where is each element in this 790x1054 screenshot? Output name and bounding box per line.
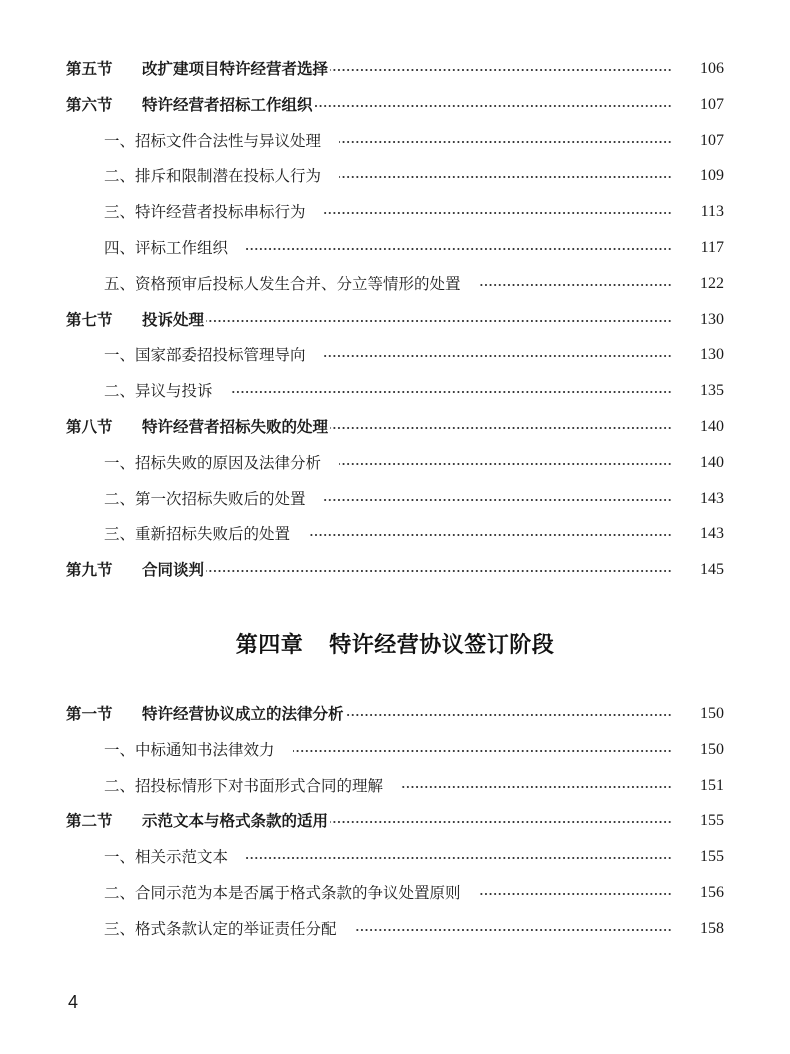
toc-entry-title [104,738,275,762]
dot-leader [339,462,672,466]
dot-leader [206,319,672,323]
dot-leader [324,211,672,215]
entry-title-text: 二、排斥和限制潜在投标人行为 [104,167,322,186]
toc-entry-title [66,558,204,582]
dot-leader [339,175,672,179]
toc-entry-title [104,200,306,224]
toc-section-row[interactable] [0,809,790,833]
dot-leader [330,426,672,430]
dot-leader [330,820,672,824]
dot-leader [330,68,672,72]
entry-title-text: 一、招标文件合法性与异议处理 [104,131,322,150]
entry-title-text: 二、招投标情形下对书面形式合同的理解 [104,776,384,795]
dot-leader [401,785,672,789]
toc-item-row[interactable] [0,487,790,511]
dot-leader [346,713,672,717]
dot-leader [206,569,672,573]
dot-leader [293,749,672,753]
section-label: 第一节 [66,705,113,723]
toc-entry-title [66,93,313,117]
toc-item-row[interactable] [0,200,790,224]
page-ref-number: 106 [700,60,724,77]
page-ref-number: 143 [700,489,724,507]
dot-leader [324,354,672,358]
entry-title-text: 四、评标工作组织 [104,239,229,257]
entry-title-text: 二、第一次招标失败后的处置 [104,489,306,508]
page-ref-number: 107 [700,95,724,113]
page-ref-number: 107 [700,131,724,149]
chapter-title-text: 特许经营协议签订阶段 [329,633,555,658]
toc-entry-title [104,845,228,869]
toc-entry-title [66,415,328,439]
toc-entry-title [66,809,328,833]
page-ref-number: 156 [700,884,724,901]
toc-entry-title [104,774,383,798]
toc-item-row[interactable] [0,845,790,869]
entry-title-text: 投诉处理 [142,310,205,329]
page-ref-number: 140 [700,418,724,435]
dot-leader [246,856,672,860]
dot-leader [479,892,672,896]
section-label: 第二节 [66,812,113,831]
toc-entry-title [104,129,321,153]
toc-item-row[interactable] [0,236,790,260]
entry-title-text: 合同谈判 [142,561,205,580]
dot-leader [355,928,672,932]
chapter-heading [0,630,790,662]
entry-title-text: 二、合同示范为本是否属于格式条款的争议处置原则 [104,884,461,902]
dot-leader [246,247,672,251]
entry-title-text: 三、特许经营者投标串标行为 [104,203,306,222]
toc-item-row[interactable] [0,881,790,905]
entry-title-text: 一、中标通知书法律效力 [104,740,275,759]
section-label: 第七节 [66,310,113,329]
section-label: 第九节 [66,561,113,580]
entry-title-text: 示范文本与格式条款的适用 [142,812,329,831]
dot-leader [231,390,672,394]
page-ref-number: 150 [700,740,724,758]
entry-title-text: 三、重新招标失败后的处置 [104,525,291,544]
dot-leader [479,283,672,287]
page-ref-number: 155 [700,812,724,830]
entry-title-text: 五、资格预审后投标人发生合并、分立等情形的处置 [104,274,461,293]
toc-item-row[interactable] [0,451,790,475]
toc-item-row[interactable] [0,774,790,798]
section-label: 第六节 [66,95,113,114]
toc-entry-title [104,272,461,296]
section-label: 第八节 [66,418,113,436]
toc-entry-title [104,164,321,188]
page-ref-number: 145 [700,561,724,579]
toc-entry-title [104,343,306,367]
entry-title-text: 特许经营协议成立的法律分析 [142,705,344,723]
toc-section-row[interactable] [0,415,790,439]
toc-item-row[interactable] [0,164,790,188]
page-ref-number: 143 [700,525,724,543]
entry-title-text: 特许经营者招标失败的处理 [142,418,329,436]
dot-leader [308,533,672,537]
dot-leader [324,498,672,502]
toc-entry-title [66,702,344,726]
toc-entry-title [104,451,321,475]
toc-item-row[interactable] [0,129,790,153]
page-ref-number: 158 [700,919,724,937]
entry-title-text: 一、相关示范文本 [104,848,229,867]
page-ref-number: 151 [700,776,724,794]
page-ref-number: 150 [700,705,724,722]
page-ref-number: 113 [700,203,724,221]
page-ref-number: 155 [700,848,724,866]
toc-entry-title [104,522,290,546]
toc-entry-title [104,487,306,511]
entry-title-text: 三、格式条款认定的举证责任分配 [104,919,337,938]
page-ref-number: 117 [700,239,724,256]
page-ref-number: 109 [700,167,724,185]
entry-title-text: 二、异议与投诉 [104,382,213,401]
chapter-label: 第四章 [235,633,304,658]
page-ref-number: 140 [700,453,724,471]
toc-entry-title [104,379,213,403]
entry-title-text: 一、招标失败的原因及法律分析 [104,453,322,472]
toc-section-row[interactable] [0,308,790,332]
section-label: 第五节 [66,60,113,78]
toc-item-row[interactable] [0,917,790,941]
toc-entry-title [66,308,204,332]
page-ref-number: 130 [700,310,724,328]
toc-item-row[interactable] [0,522,790,546]
toc-item-row[interactable] [0,379,790,403]
page-ref-number: 130 [700,346,724,364]
dot-leader [315,104,672,108]
toc-entry-title [104,917,337,941]
toc-item-row[interactable] [0,738,790,762]
toc-entry-title [66,57,328,81]
entry-title-text: 特许经营者招标工作组织 [142,95,313,114]
toc-item-row[interactable] [0,343,790,367]
entry-title-text: 一、国家部委招投标管理导向 [104,346,306,365]
toc-item-row[interactable] [0,272,790,296]
entry-title-text: 改扩建项目特许经营者选择 [142,60,329,78]
toc-section-row[interactable] [0,702,790,726]
toc-section-row[interactable] [0,93,790,117]
toc-section-row[interactable] [0,57,790,81]
toc-entry-title [104,236,228,260]
page-ref-number: 122 [700,274,724,292]
toc-entry-title [104,881,461,905]
dot-leader [339,140,672,144]
page-number: 4 [68,992,79,1012]
toc-section-row[interactable] [0,558,790,582]
page-ref-number: 135 [700,382,724,400]
